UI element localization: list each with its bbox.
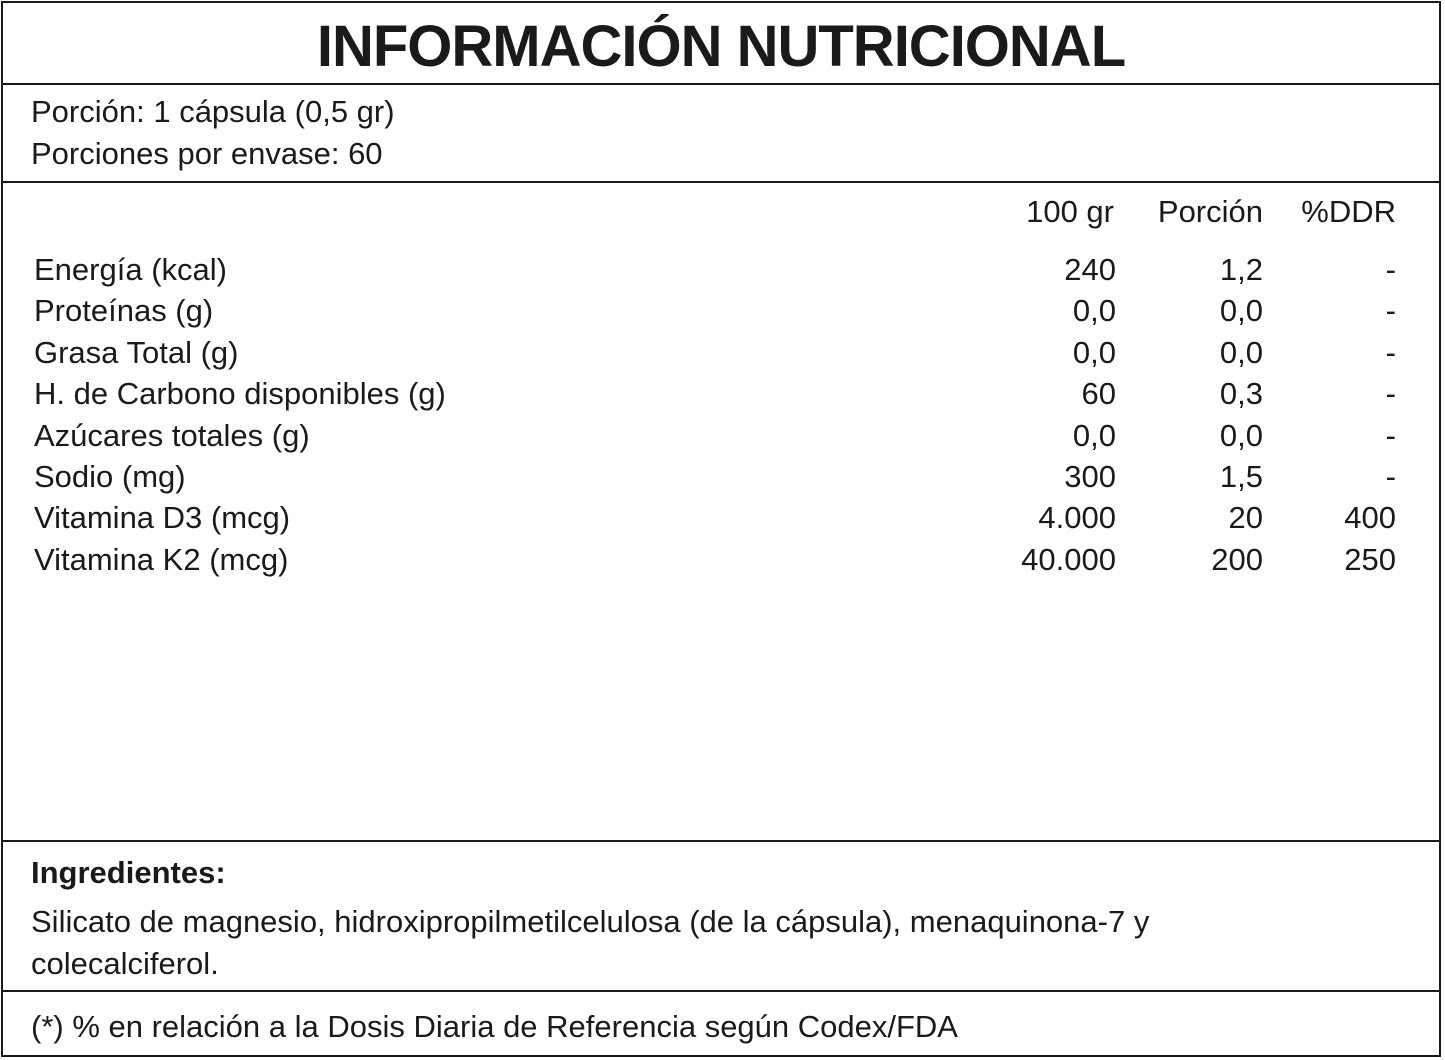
nutrient-label: Azúcares totales (g) — [34, 418, 310, 453]
value-per-portion: 1,5 — [1219, 459, 1263, 494]
value-per-portion: 20 — [1228, 500, 1263, 535]
divider-title — [3, 83, 1439, 85]
value-per-100g: 0,0 — [1072, 418, 1116, 453]
nutrient-label: H. de Carbono disponibles (g) — [34, 376, 446, 411]
nutrient-label: Grasa Total (g) — [34, 335, 239, 370]
value-ddr: 400 — [1344, 500, 1396, 535]
nutrient-label: Proteínas (g) — [34, 293, 214, 328]
value-per-100g: 240 — [1064, 252, 1116, 287]
column-header-portion: Porción — [1157, 194, 1263, 229]
column-header-100g: 100 gr — [1026, 194, 1114, 229]
value-per-portion: 0,3 — [1219, 376, 1263, 411]
ingredients-text: Silicato de magnesio, hidroxipropilmetilcelulosa (de la cápsula), menaquinona-7 y colecalciferol. — [31, 904, 1150, 981]
value-per-portion: 1,2 — [1219, 252, 1263, 287]
value-per-100g: 0,0 — [1072, 335, 1116, 370]
value-per-100g: 4.000 — [1038, 500, 1116, 535]
nutrient-label: Sodio (mg) — [34, 459, 186, 494]
value-per-100g: 0,0 — [1072, 293, 1116, 328]
nutrient-label: Vitamina D3 (mcg) — [34, 500, 291, 535]
value-ddr: - — [1385, 459, 1396, 494]
divider-table — [3, 840, 1439, 842]
serving-size: Porción: 1 cápsula (0,5 gr) — [31, 94, 395, 129]
value-per-100g: 60 — [1081, 376, 1116, 411]
value-per-100g: 40.000 — [1021, 542, 1116, 577]
value-ddr: - — [1385, 376, 1396, 411]
footnote: (*) % en relación a la Dosis Diaria de Referencia según Codex/FDA — [31, 1009, 958, 1044]
value-ddr: 250 — [1344, 542, 1396, 577]
value-ddr: - — [1385, 335, 1396, 370]
column-header-ddr: %DDR — [1301, 194, 1396, 229]
value-per-portion: 0,0 — [1219, 418, 1263, 453]
divider-serving — [3, 181, 1439, 183]
value-ddr: - — [1385, 252, 1396, 287]
nutrient-label: Vitamina K2 (mcg) — [34, 542, 289, 577]
value-per-portion: 200 — [1211, 542, 1263, 577]
panel-title: INFORMACIÓN NUTRICIONAL — [316, 14, 1126, 79]
value-per-portion: 0,0 — [1219, 293, 1263, 328]
servings-per-container: Porciones por envase: 60 — [31, 136, 383, 171]
value-ddr: - — [1385, 418, 1396, 453]
ingredients-heading: Ingredientes: — [31, 855, 226, 890]
nutrition-facts-panel — [1, 1, 1441, 1057]
value-per-100g: 300 — [1064, 459, 1116, 494]
value-ddr: - — [1385, 293, 1396, 328]
nutrient-label: Energía (kcal) — [34, 252, 227, 287]
divider-ingredients — [3, 990, 1439, 992]
value-per-portion: 0,0 — [1219, 335, 1263, 370]
